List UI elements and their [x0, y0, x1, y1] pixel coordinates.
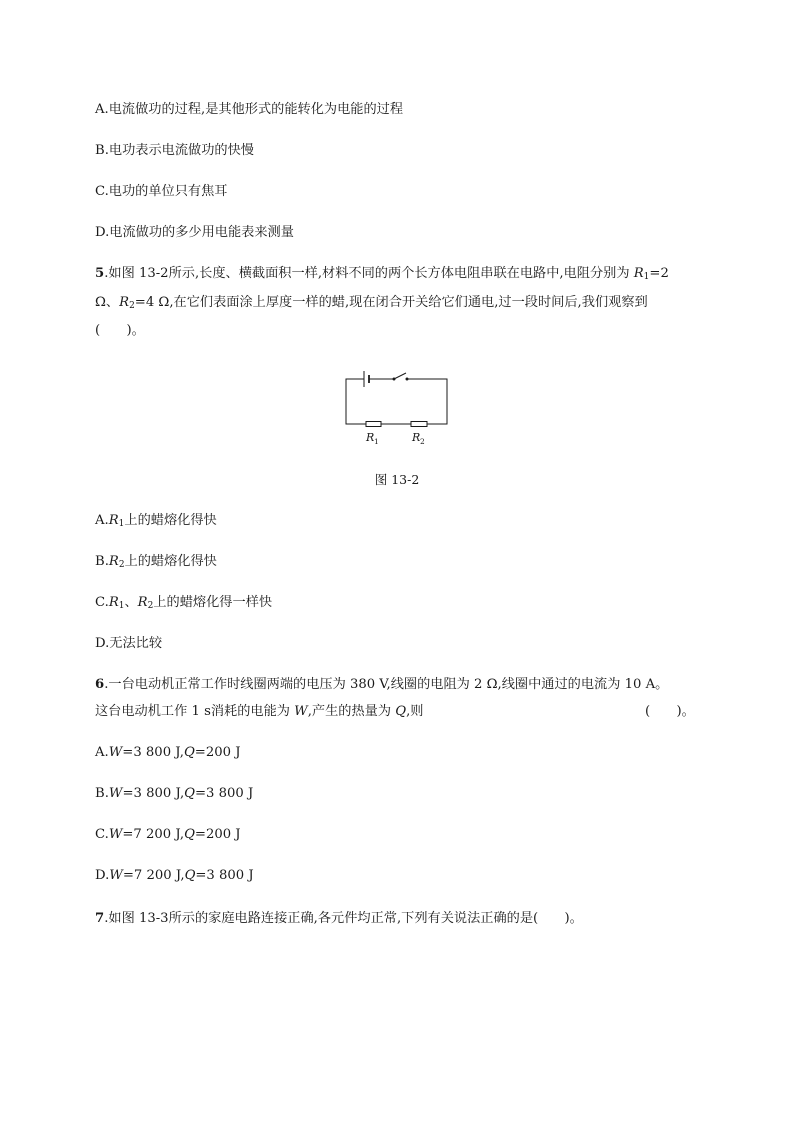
- q6-option-c-w: W: [108, 827, 123, 842]
- q6-stem-line2: [95, 703, 423, 721]
- q6-option-d-wval: =7 200 J,: [122, 868, 185, 883]
- q5-option-a-r: R: [108, 513, 119, 528]
- q6-option-a: [95, 744, 241, 762]
- q6-option-b: [95, 785, 253, 803]
- q5-r2-sub: 2: [129, 301, 135, 311]
- q5-text-2b: =4 Ω,在它们表面涂上厚度一样的蜡,现在闭合开关给它们通电,过一段时间后,我们观察到: [134, 295, 648, 310]
- q6-text-2b: ,产生的热量为: [307, 704, 396, 719]
- q5-option-a: [95, 512, 217, 530]
- q6-text-2a: 这台电动机工作 1 s消耗的电能为: [95, 704, 295, 719]
- circuit-wire-right: [407, 379, 447, 424]
- q5-r1-sub: 1: [643, 272, 650, 282]
- q5-option-b-text: 上的蜡熔化得快: [124, 554, 217, 569]
- q7-text: .如图 13-3所示的家庭电路连接正确,各元件均正常,下列有关说法正确的是( )。: [104, 911, 583, 926]
- q5-option-b: [95, 553, 217, 571]
- q5-r2-symbol: R: [119, 295, 130, 310]
- q5-number: 5: [95, 266, 105, 281]
- q6-stem-line1: [95, 676, 668, 694]
- r1-label: R: [366, 431, 375, 444]
- q5-option-a-prefix: A.: [95, 513, 109, 528]
- q7-number: 7: [95, 911, 105, 926]
- q5-option-c-mid: 、: [124, 595, 138, 610]
- q6-option-d-w: W: [109, 868, 123, 883]
- q5-option-c-sub1: 1: [118, 601, 125, 611]
- r1-label-sub: 1: [374, 437, 379, 446]
- circuit-wire-left: [346, 379, 366, 424]
- resistor-r2: [411, 422, 427, 427]
- q7-stem: [95, 910, 583, 928]
- q6-option-b-prefix: B.: [95, 786, 109, 801]
- q4-option-a: A.电流做功的过程,是其他形式的能转化为电能的过程: [95, 102, 404, 117]
- q5-option-c: [95, 594, 272, 612]
- q5-option-a-text: 上的蜡熔化得快: [124, 513, 217, 528]
- q6-option-a-q: Q: [183, 745, 195, 760]
- q5-text-1b: =2: [649, 266, 669, 281]
- q6-option-b-wval: =3 800 J,: [122, 786, 185, 801]
- q6-option-b-qval: =3 800 J: [194, 786, 254, 801]
- q4-option-b: B.电功表示电流做功的快慢: [95, 143, 254, 158]
- q5-stem-line2: [95, 294, 648, 312]
- q6-number: 6: [95, 677, 105, 692]
- q5-option-b-sub: 2: [118, 560, 125, 570]
- r2-label-sub: 2: [420, 437, 425, 446]
- q6-option-c-wval: =7 200 J,: [122, 827, 185, 842]
- q6-option-d-q: Q: [184, 868, 196, 883]
- q5-option-b-prefix: B.: [95, 554, 109, 569]
- q6-option-d-prefix: D.: [95, 868, 110, 883]
- q6-q-symbol: Q: [395, 704, 407, 719]
- q6-w-symbol: W: [294, 704, 308, 719]
- q5-option-d: D.无法比较: [95, 636, 163, 651]
- q5-option-b-r: R: [108, 554, 119, 569]
- q5-option-a-sub: 1: [118, 519, 125, 529]
- q6-option-c-qval: =200 J: [194, 827, 241, 842]
- q6-option-c-q: Q: [184, 827, 195, 842]
- q6-option-b-w: W: [108, 786, 123, 801]
- q5-option-c-r1: R: [108, 595, 119, 610]
- q6-option-a-w: W: [108, 745, 123, 760]
- q5-option-c-text: 上的蜡熔化得一样快: [153, 595, 273, 610]
- q4-option-d: D.电流做功的多少用电能表来测量: [95, 225, 294, 240]
- r2-label: R: [412, 431, 421, 444]
- q6-option-a-prefix: A.: [95, 745, 109, 760]
- q6-answer-paren: ( )。: [645, 704, 695, 719]
- q6-option-a-wval: =3 800 J,: [122, 745, 184, 760]
- q5-answer-paren: ( )。: [95, 323, 145, 338]
- switch-lever: [394, 373, 406, 379]
- q5-stem-line1: [95, 265, 669, 283]
- q5-r1-symbol: R: [633, 266, 644, 281]
- q5-text-1a: .如图 13-2所示,长度、横截面积一样,材料不同的两个长方体电阻串联在电路中,电阻分别为: [104, 266, 634, 281]
- q5-option-c-prefix: C.: [95, 595, 109, 610]
- resistor-r1: [366, 422, 381, 427]
- figure-caption: 图 13-2: [374, 472, 420, 487]
- q5-text-2a: Ω、: [95, 295, 120, 310]
- q6-option-d-qval: =3 800 J: [195, 868, 254, 883]
- q6-text-2c: ,则: [406, 704, 424, 719]
- q6-text-1: .一台电动机正常工作时线圈两端的电压为 380 V,线圈的电阻为 2 Ω,线圈中通过的电流为 10 A。: [104, 677, 669, 692]
- circuit-diagram: [335, 360, 460, 450]
- q4-option-c: C.电功的单位只有焦耳: [95, 184, 228, 199]
- q5-option-c-sub2: 2: [147, 601, 154, 611]
- q6-option-c-prefix: C.: [95, 827, 109, 842]
- q6-option-b-q: Q: [184, 786, 195, 801]
- q6-option-a-qval: =200 J: [194, 745, 241, 760]
- q6-option-d: [95, 867, 254, 885]
- q6-option-c: [95, 826, 241, 844]
- q5-option-c-r2: R: [137, 595, 148, 610]
